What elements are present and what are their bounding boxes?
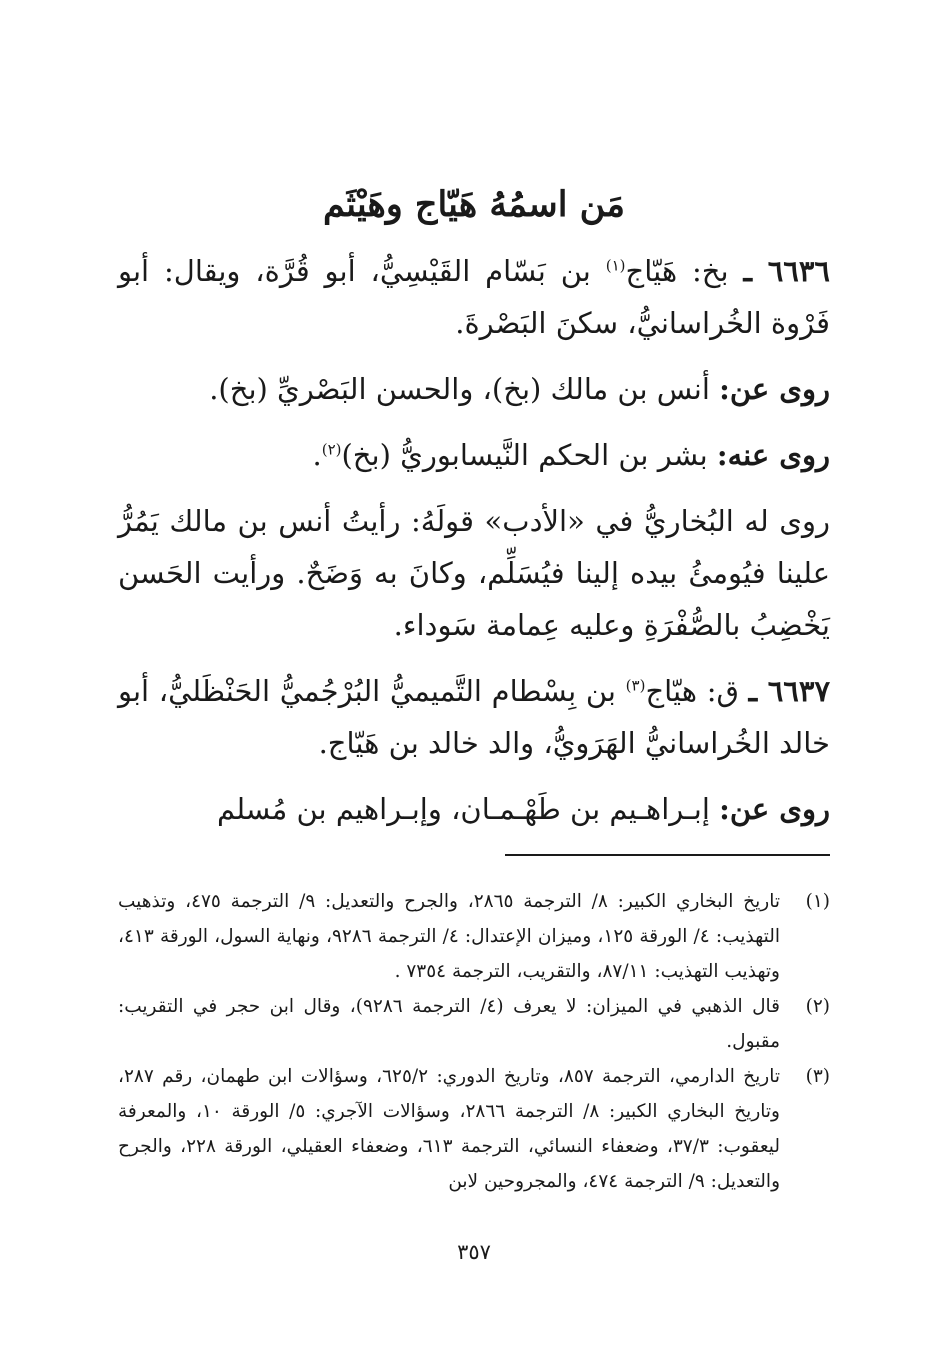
narrated-from-2 (118, 783, 830, 835)
footnote-label: (١) (805, 891, 830, 912)
bukhari-note (118, 495, 830, 651)
narrated-from-text: أنس بن مالك (بخ)، والحسن البَصْريِّ (بخ). (209, 372, 710, 406)
footnote-1 (118, 884, 830, 989)
narrated-by-text: بشر بن الحكم النَّيسابوريُّ (بخ) (341, 438, 708, 472)
footnotes (118, 884, 830, 1199)
entry-6636 (118, 245, 830, 349)
bukhari-note-text: روى له البُخاريُّ في «الأدب» قولَهُ: رأيتُ أنس بن مالك يَمُرُّ علينا فيُومئُ بيده إلينا فيُسَلِّم، وكانَ به وَضَحٌ. ورأيت الحَسن يَخْضِبُ بالصُّفْرَةِ وعليه عِمامة سَوداء. (118, 504, 830, 642)
entry-number: ٦٦٣٧ ـ (748, 674, 831, 708)
narrated-from-label: روى عن: (719, 792, 830, 826)
entry-number: ٦٦٣٦ ـ (743, 254, 830, 288)
footnote-divider (505, 854, 830, 856)
main-text (118, 245, 830, 835)
footnote-2 (118, 989, 830, 1059)
footnote-label: (٢) (805, 996, 830, 1017)
footnote-3 (118, 1059, 830, 1199)
narrated-by (118, 429, 830, 481)
footnote-text: تاريخ الدارمي، الترجمة ٨٥٧، وتاريخ الدوري: ٦٢٥/٢، وسؤالات ابن طهمان، رقم ٢٨٧، وتاريخ البخاري الكبير: ٨/ الترجمة ٢٨٦٦، وسؤالات الآجري: ٥/ الورقة ١٠، والمعرفة ليعقوب: ٣٧/٣، وضعفاء النسائي، الترجمة ٦١٣، وضعفاء العقيلي، الورقة ٢٢٨، والجرح والتعديل: ٩/ الترجمة ٤٧٤، والمجروحين لابن (118, 1066, 780, 1192)
entry-6637 (118, 665, 830, 769)
page-number: ٣٥٧ (457, 1240, 491, 1264)
entry-lead: ق: هيّاج (645, 674, 739, 708)
footnote-label: (٣) (805, 1066, 830, 1087)
footnote-text: قال الذهبي في الميزان: لا يعرف (٤/ الترجمة ٩٢٨٦)، وقال ابن حجر في التقريب: مقبول. (118, 996, 780, 1052)
narrated-from-text: إبـراهـيم بن طَهْـمـان، وإبـراهيم بن مُسلم (216, 792, 710, 826)
narrated-from-label: روى عن: (719, 372, 830, 406)
narrated-by-tail: . (312, 438, 322, 472)
entry-text: بن بِسْطام التَّميميُّ البُرْجُميُّ الحَنْظَليُّ، أبو خالد الخُراسانيُّ الهَرَويُّ، والد خالد بن هَيّاج. (118, 674, 830, 760)
footnote-ref-2: (٢) (321, 440, 342, 459)
narrated-by-label: روى عنه: (716, 438, 830, 472)
entry-lead: بخ: هَيّاج (625, 254, 729, 288)
section-title: مَن اسمُهُ هَيّاج وهَيْثَم (322, 184, 626, 225)
footnote-ref-3: (٣) (625, 676, 646, 695)
narrated-from (118, 363, 830, 415)
footnote-ref-1: (١) (605, 256, 626, 275)
book-page (118, 0, 830, 1350)
entry-text: بن بَسّام القَيْسِيُّ، أبو قُرَّة، ويقال: أبو فَرْوة الخُراسانيُّ، سكنَ البَصْرةَ. (118, 254, 830, 340)
footnote-text: تاريخ البخاري الكبير: ٨/ الترجمة ٢٨٦٥، والجرح والتعديل: ٩/ الترجمة ٤٧٥، وتذهيب التهذيب: ٤/ الورقة ١٢٥، وميزان الإعتدال: ٤/ الترجمة ٩٢٨٦، ونهاية السول، الورقة ٤١٣، وتهذيب التهذيب: ٨٧/١١، والتقريب، الترجمة ٧٣٥٤ . (118, 891, 780, 982)
